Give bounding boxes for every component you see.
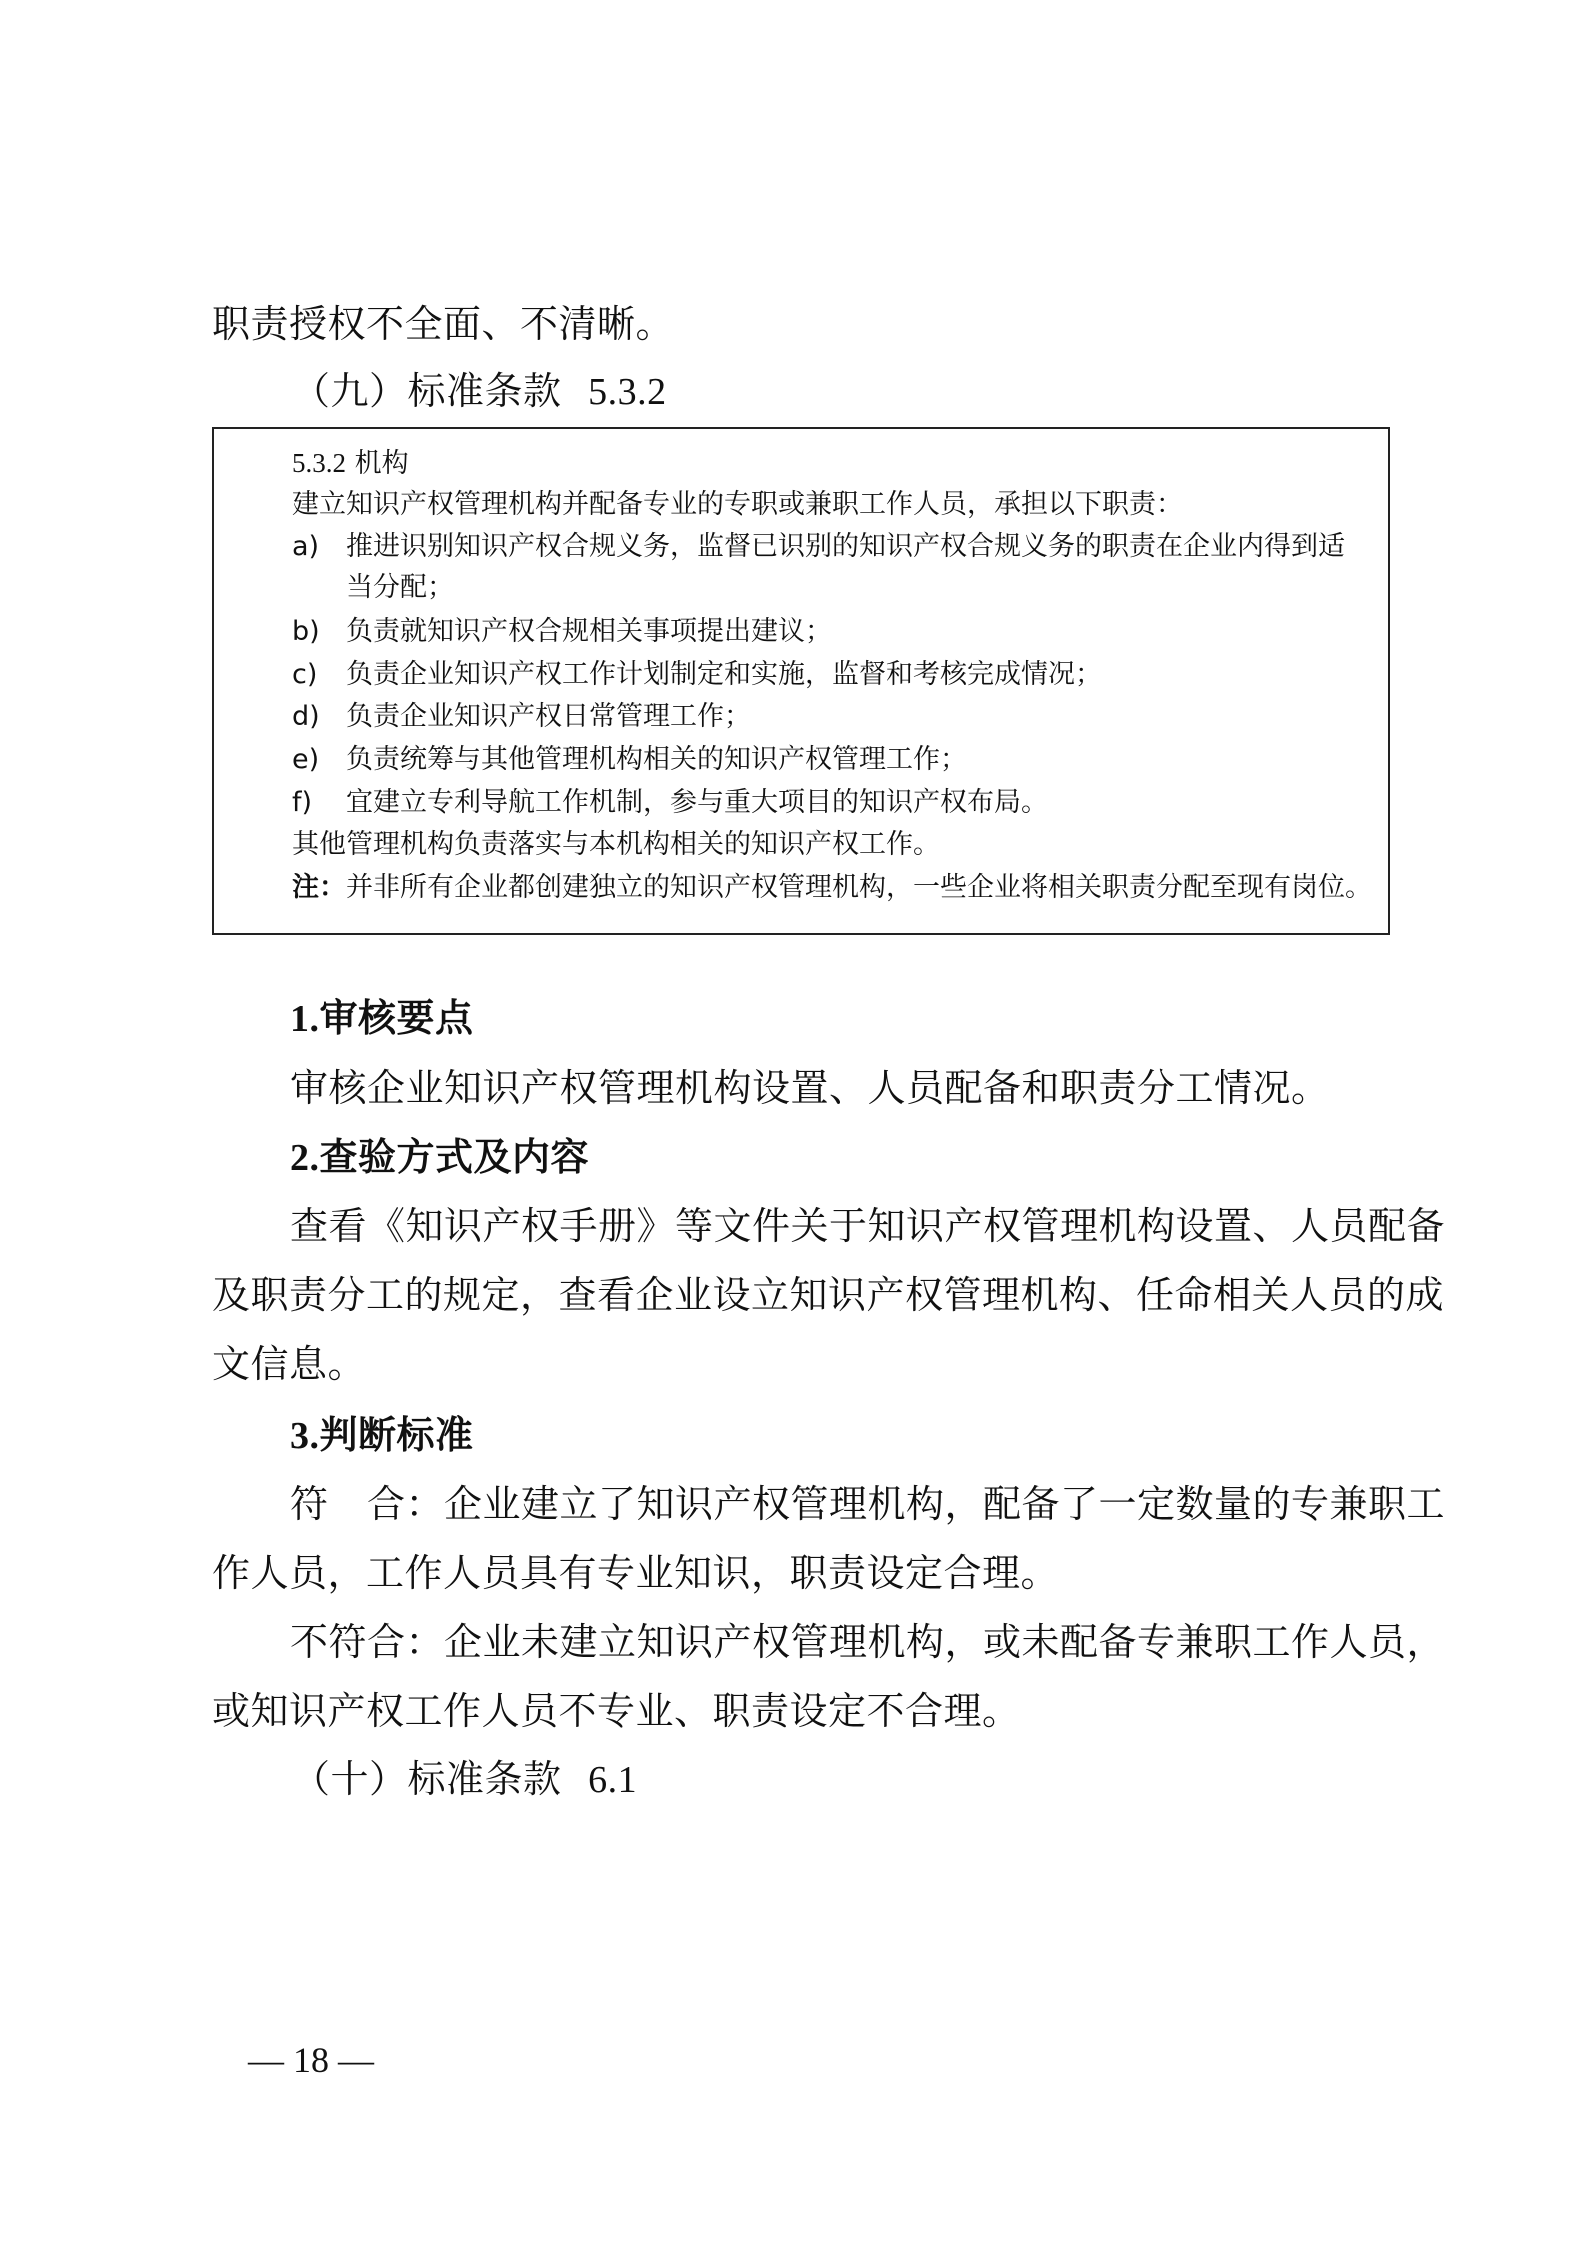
inspection-paragraph-line: 文信息。 [212,1342,367,1386]
heading-text: 审核要点 [319,996,474,1040]
section-heading-10 [292,1755,637,1804]
criteria-nonconform-line: 不符合：企业未建立知识产权管理机构，或未配备专兼职工作人员， [290,1620,1446,1664]
clause-lead: 建立知识产权管理机构并配备专业的专职或兼职工作人员，承担以下职责： [292,489,1183,520]
section-heading-number: 5.3.2 [588,371,667,413]
clause-item-text: 负责企业知识产权日常管理工作； [346,701,751,732]
clause-item-label: a) [292,531,320,562]
criteria-conform-line: 符 合：企业建立了知识产权管理机构，配备了一定数量的专兼职工 [290,1482,1446,1526]
standard-clause-box [212,427,1390,935]
clause-item-text: 负责企业知识产权工作计划制定和实施，监督和考核完成情况； [346,659,1102,690]
heading-number: 1. [290,998,320,1040]
heading-inspection-method [290,1133,589,1182]
section-heading-9 [292,367,667,416]
criteria-conform-line: 作人员，工作人员具有专业知识，职责设定合理。 [212,1551,1060,1595]
clause-item-label: b) [292,616,320,647]
heading-judgment-criteria [290,1411,474,1460]
heading-audit-points [290,994,474,1043]
clause-title-number: 5.3.2 [292,448,346,478]
clause-item-text: 负责就知识产权合规相关事项提出建议； [346,616,832,647]
clause-item-text: 推进识别知识产权合规义务，监督已识别的知识产权合规义务的职责在企业内得到适 [346,531,1345,562]
criteria-nonconform-line: 或知识产权工作人员不专业、职责设定不合理。 [212,1689,1021,1733]
heading-text: 判断标准 [319,1413,474,1457]
clause-item-text: 负责统筹与其他管理机构相关的知识产权管理工作； [346,744,967,775]
inspection-paragraph-line: 查看《知识产权手册》等文件关于知识产权管理机构设置、人员配备 [290,1204,1446,1248]
inspection-paragraph-line: 及职责分工的规定，查看企业设立知识产权管理机构、任命相关人员的成 [212,1273,1445,1317]
section-heading-prefix: （十）标准条款 [292,1757,562,1801]
page-number: — 18 — [248,2040,374,2080]
audit-points-paragraph: 审核企业知识产权管理机构设置、人员配备和职责分工情况。 [290,1066,1330,1110]
clause-item-text: 宜建立专利导航工作机制，参与重大项目的知识产权布局。 [346,787,1048,818]
heading-number: 3. [290,1415,320,1457]
clause-item-label: d) [292,701,320,732]
intro-tail-paragraph: 职责授权不全面、不清晰。 [212,302,675,346]
heading-number: 2. [290,1137,320,1179]
clause-item-label: f) [292,787,313,818]
section-heading-prefix: （九）标准条款 [292,369,562,413]
clause-note-text: 并非所有企业都创建独立的知识产权管理机构，一些企业将相关职责分配至现有岗位。 [346,872,1372,903]
heading-text: 查验方式及内容 [319,1135,590,1179]
clause-item-text: 当分配； [346,572,454,603]
clause-closing: 其他管理机构负责落实与本机构相关的知识产权工作。 [292,829,940,860]
clause-title-text: 机构 [354,448,409,479]
clause-note-label: 注： [292,872,346,903]
clause-note [292,870,1372,906]
clause-item-label: e) [292,744,320,775]
clause-title [292,445,409,482]
section-heading-number: 6.1 [588,1759,638,1801]
clause-item-label: c) [292,659,318,690]
